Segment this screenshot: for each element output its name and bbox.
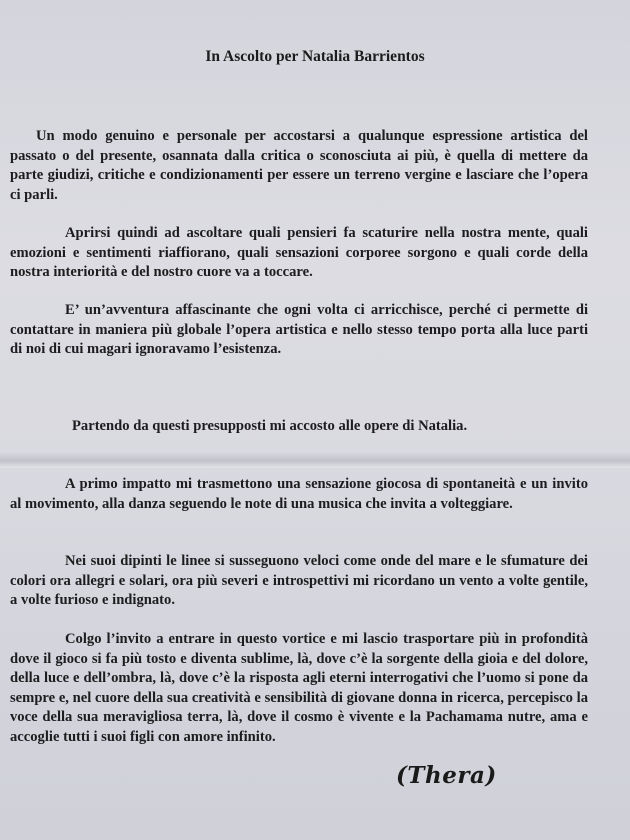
signature: (Thera) [396,762,497,789]
paragraph-7: Colgo l’invito a entrare in questo vortice e mi lascio trasportare più in profondità dove il gioco si fa più tosto e diventa sublime, là, dove c’è la sorgente della gioia e del dolore, della luce e dell’ombra, là, dove c’è la risposta agli eterni interrogativi che l’uomo si pone da sempre e, nel cuore della sua creatività e sensibilità di giovane donna in ricerca, percepisco la voce della sua meravigliosa terra, là, dove il cosmo è vivente e la Pachamama nutre, ama e accoglie tutti i suoi figli con amore infinito. [10,631,588,745]
paragraph-2: Aprirsi quindi ad ascoltare quali pensieri fa scaturire nella nostra mente, quali emozioni e sentimenti riaffiorano, quali sensazioni corporee sorgono e quali corde della nostra interiorità e del nostro cuore va a toccare. [10,225,588,280]
paragraph-6: Nei suoi dipinti le linee si susseguono veloci come onde del mare e le sfumature dei colori ora allegri e solari, ora più severi e introspettivi mi ricordano un vento a volte gentile, a volte furioso e indignato. [10,553,588,608]
paper-fold [0,452,630,468]
paragraph-5: A primo impatto mi trasmettono una sensazione giocosa di spontaneità e un invito al movimento, alla danza seguendo le note di una musica che invita a volteggiare. [10,476,588,512]
page-title: In Ascolto per Natalia Barrientos [205,48,425,65]
paragraph-4: Partendo da questi presupposti mi accosto alle opere di Natalia. [72,418,468,434]
paragraph-3: E’ un’avventura affascinante che ogni volta ci arricchisce, perché ci permette di contattare in maniera più globale l’opera artistica e nello stesso tempo porta alla luce parti di noi di cui magari ignoravamo l’esistenza. [10,302,588,357]
paragraph-1: Un modo genuino e personale per accostarsi a qualunque espressione artistica del passato o del presente, osannata dalla critica o sconosciuta ai più, è quella di mettere da parte giudizi, critiche e condizionamenti per essere un terreno vergine e lasciare che l’opera ci parli. [10,128,588,203]
